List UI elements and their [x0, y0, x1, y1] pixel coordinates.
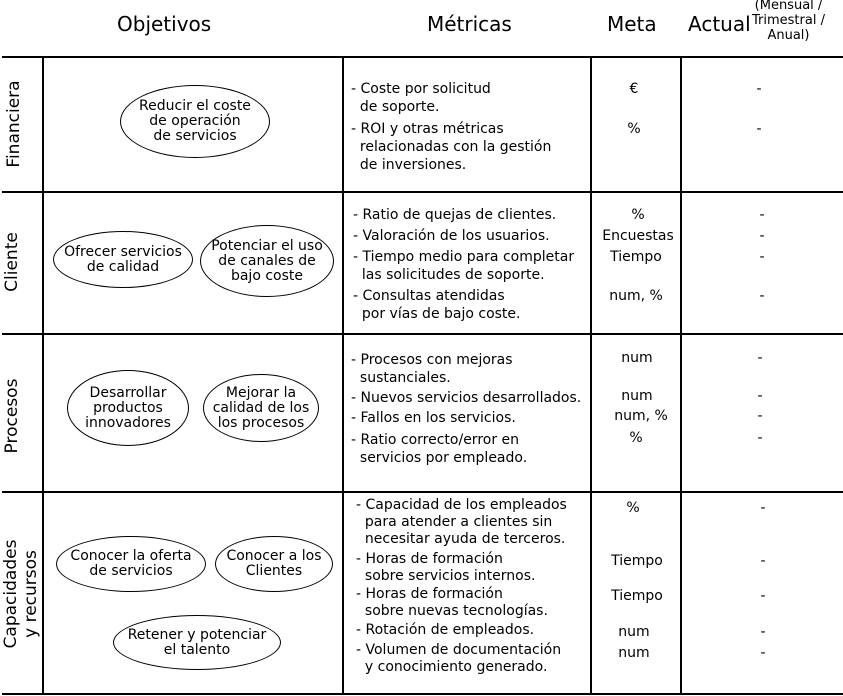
objective-text: Reducir el coste de operación de servicios — [139, 98, 251, 144]
actual-value: - — [759, 228, 765, 244]
actual-value: - — [757, 408, 763, 424]
meta-value: num — [618, 624, 650, 640]
grid-line — [2, 693, 843, 695]
metric-item: - ROI y otras métricas relacionadas con la gestión de inversiones. — [351, 121, 552, 173]
grid-line — [590, 56, 592, 695]
meta-value: % — [627, 121, 641, 137]
meta-value: num, % — [614, 408, 668, 424]
actual-value: - — [757, 350, 763, 366]
actual-value: - — [756, 121, 762, 137]
actual-value: - — [757, 388, 763, 404]
metric-item: - Tiempo medio para completar las solicitudes de soporte. — [353, 249, 575, 283]
objective-ellipse — [56, 536, 206, 592]
meta-value: Tiempo — [611, 553, 663, 569]
meta-value: Tiempo — [611, 588, 663, 604]
metric-item: - Coste por solicitud de soporte. — [351, 81, 491, 115]
header-periodo: (Mensual / Trimestral / Anual) — [752, 0, 825, 43]
metric-item: - Rotación de empleados. — [356, 622, 535, 638]
meta-value: num — [618, 645, 650, 661]
grid-line — [680, 56, 682, 695]
objective-text: Ofrecer servicios de calidad — [64, 243, 182, 275]
meta-value: num — [621, 350, 653, 366]
grid-line — [2, 191, 843, 193]
grid-line — [42, 56, 44, 695]
objective-ellipse — [203, 374, 319, 442]
objective-ellipse — [120, 85, 270, 158]
metric-item: - Volumen de documentación y conocimiento generado. — [356, 642, 562, 675]
objective-text: Retener y potenciar el talento — [127, 626, 267, 658]
row-label-financiera: Financiera — [4, 80, 24, 168]
objective-text: Conocer la oferta de servicios — [70, 548, 192, 579]
row-label-procesos: Procesos — [2, 378, 22, 454]
header-actual: Actual — [688, 12, 751, 36]
actual-value: - — [760, 624, 766, 640]
metric-item: - Capacidad de los empleados para atender a clientes sin necesitar ayuda de terceros. — [356, 497, 567, 547]
meta-value: % — [626, 500, 640, 516]
actual-value: - — [759, 288, 765, 304]
objective-text: Potenciar el uso de canales de bajo coste — [211, 237, 323, 284]
actual-value: - — [760, 645, 766, 661]
metric-item: - Fallos en los servicios. — [351, 410, 516, 426]
meta-value: num, % — [609, 288, 663, 304]
actual-value: - — [759, 207, 765, 223]
grid-line — [2, 56, 843, 58]
metric-item: - Nuevos servicios desarrollados. — [351, 390, 582, 406]
metric-item: - Procesos con mejoras sustanciales. — [351, 352, 513, 386]
meta-value: € — [629, 81, 639, 97]
metric-item: - Consultas atendidas por vías de bajo coste. — [353, 288, 521, 322]
grid-line — [2, 333, 843, 335]
metric-item: - Horas de formación sobre servicios internos. — [356, 551, 536, 584]
meta-value: Tiempo — [610, 249, 662, 265]
actual-value: - — [760, 500, 766, 516]
actual-value: - — [760, 553, 766, 569]
objective-text: Conocer a los Clientes — [226, 548, 322, 579]
meta-value: num — [621, 388, 653, 404]
metric-item: - Horas de formación sobre nuevas tecnologías. — [356, 586, 548, 619]
header-objetivos: Objetivos — [117, 12, 212, 36]
meta-value: Encuestas — [602, 228, 674, 244]
actual-value: - — [759, 249, 765, 265]
meta-value: % — [629, 430, 643, 446]
meta-value: % — [631, 207, 645, 223]
header-metricas: Métricas — [427, 12, 512, 36]
objective-ellipse — [200, 225, 334, 297]
objective-ellipse — [215, 536, 333, 592]
actual-value: - — [757, 430, 763, 446]
objective-text: Desarrollar productos innovadores — [85, 384, 171, 431]
actual-value: - — [760, 588, 766, 604]
grid-line — [2, 491, 843, 493]
actual-value: - — [756, 81, 762, 97]
objective-text: Mejorar la calidad de los los procesos — [212, 384, 310, 431]
row-label-cliente: Cliente — [2, 232, 22, 292]
row-label-capacidades: Capacidades y recursos — [1, 539, 41, 649]
metric-item: - Ratio de quejas de clientes. — [353, 207, 557, 223]
objective-ellipse — [113, 615, 281, 670]
metric-item: - Valoración de los usuarios. — [353, 228, 550, 244]
metric-item: - Ratio correcto/error en servicios por empleado. — [351, 432, 528, 466]
objective-ellipse — [53, 231, 193, 288]
header-meta: Meta — [607, 12, 657, 36]
grid-line — [342, 56, 344, 695]
objective-ellipse — [67, 370, 189, 446]
